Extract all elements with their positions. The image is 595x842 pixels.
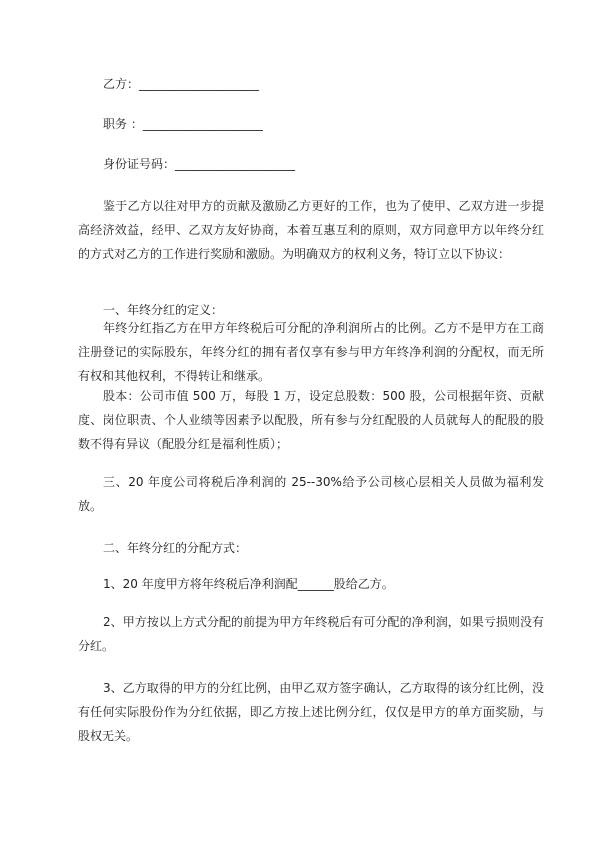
party-b-label: 乙方： bbox=[103, 77, 140, 91]
distribution-item-1: 1、20 年度甲方将年终税后净利润配______股给乙方。 bbox=[103, 577, 394, 591]
preamble-paragraph: 鉴于乙方以往对甲方的贡献及激励乙方更好的工作，也为了使甲、乙双方进一步提高经济效益，经甲、乙双方友好协商，本着互惠互利的原则，双方同意甲方以年终分红的方式对乙方的工作进行奖励和激励。为明确双方的权利义务，特订立以下协议： bbox=[78, 199, 544, 261]
id-number-field bbox=[103, 156, 295, 172]
definition-paragraph: 年终分红指乙方在甲方年终税后可分配的净利润所占的比例。乙方不是甲方在工商注册登记的实际股东，年终分红的拥有者仅享有参与甲方年终净利润的分配权，而无所有权和其他权利，不得转让和继承。 bbox=[78, 321, 544, 383]
id-number-label: 身份证号码： bbox=[103, 157, 176, 171]
section-heading-definition: 一、年终分红的定义： bbox=[103, 303, 224, 317]
distribution-item-2: 2、甲方按以上方式分配的前提为甲方年终税后有可分配的净利润，如果亏损则没有分红。 bbox=[78, 615, 544, 653]
position-label: 职务 ： bbox=[103, 117, 143, 131]
clause-three-paragraph: 三、20 年度公司将税后净利润的 25--30%给予公司核心层相关人员做为福利发放。 bbox=[78, 475, 544, 513]
id-number-blank: ____________________ bbox=[175, 157, 296, 171]
position-blank: ____________________ bbox=[142, 117, 263, 131]
distribution-item-3: 3、乙方取得的甲方的分红比例，由甲乙双方签字确认，乙方取得的该分红比例，没有任何实际股份作为分红依据，即乙方按上述比例分红，仅仅是甲方的单方面奖励，与股权无关。 bbox=[78, 681, 544, 743]
party-b-blank: ____________________ bbox=[139, 77, 260, 91]
section-heading-distribution: 二、年终分红的分配方式： bbox=[103, 541, 248, 555]
position-field bbox=[103, 116, 263, 132]
party-b-field bbox=[103, 76, 259, 92]
share-capital-paragraph: 股本：公司市值 500 万，每股 1 万，设定总股数：500 股，公司根据年资、贡献度、岗位职责、个人业绩等因素予以配股，所有参与分红配股的人员就每人的配股的股数不得有异议（配股分红是福利性质）； bbox=[78, 389, 544, 451]
